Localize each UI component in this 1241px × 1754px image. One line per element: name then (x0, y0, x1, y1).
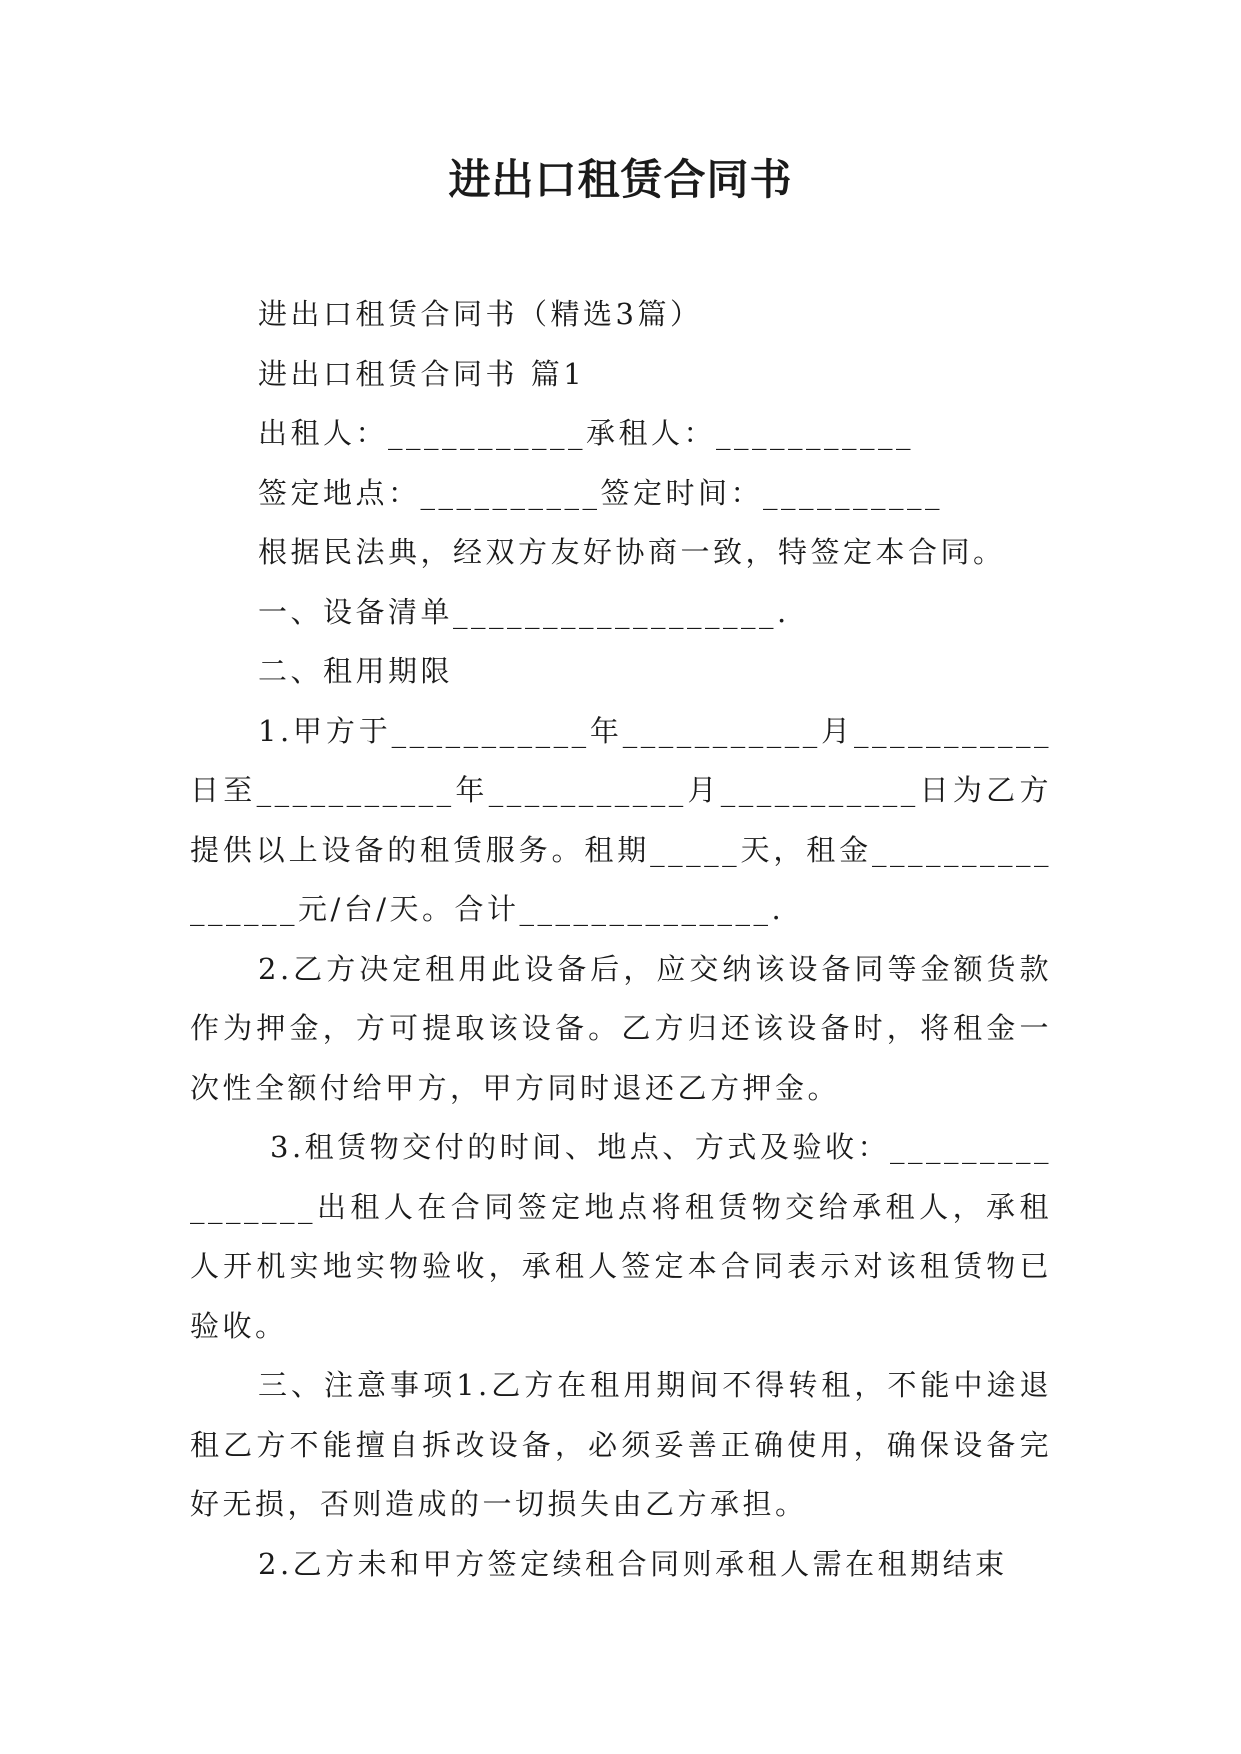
paragraph-preamble: 根据民法典，经双方友好协商一致，特签定本合同。 (258, 535, 1006, 569)
paragraph-lease-term-heading: 二、租用期限 (258, 654, 454, 688)
paragraph-clause-1: 1.甲方于___________年___________月___________日至___________年___________月___________日为乙方提供以上设备的租赁服务。租期_____天，租金________________元/台/天。合计______________. (190, 713, 1052, 926)
paragraph-clause-2: 2.乙方决定租用此设备后，应交纳该设备同等金额货款作为押金，方可提取该设备。乙方归还该设备时，将租金一次性全额付给甲方，甲方同时退还乙方押金。 (190, 951, 1052, 1105)
paragraph-parties: 出租人：___________承租人：___________ (258, 416, 915, 450)
paragraph-notes-2: 2.乙方未和甲方签定续租合同则承租人需在租期结束 (258, 1546, 1008, 1581)
paragraph-subtitle: 进出口租赁合同书（精选3篇） (258, 297, 703, 331)
document-title: 进出口租赁合同书 (448, 155, 793, 204)
paragraph-place-time: 签定地点：__________签定时间：__________ (258, 475, 944, 510)
paragraph-section-heading: 进出口租赁合同书 篇1 (258, 356, 586, 391)
paragraph-equipment-list: 一、设备清单__________________. (258, 594, 790, 629)
document-body (190, 285, 1052, 1594)
paragraph-clause-3: 3.租赁物交付的时间、地点、方式及验收：________________出租人在合同签定地点将租赁物交给承租人，承租人开机实地实物验收，承租人签定本合同表示对该租赁物已验收。 (190, 1130, 1052, 1343)
paragraph-notes: 三、注意事项1.乙方在租用期间不得转租，不能中途退租乙方不能擅自拆改设备，必须妥善正确使用，确保设备完好无损，否则造成的一切损失由乙方承担。 (190, 1368, 1052, 1521)
